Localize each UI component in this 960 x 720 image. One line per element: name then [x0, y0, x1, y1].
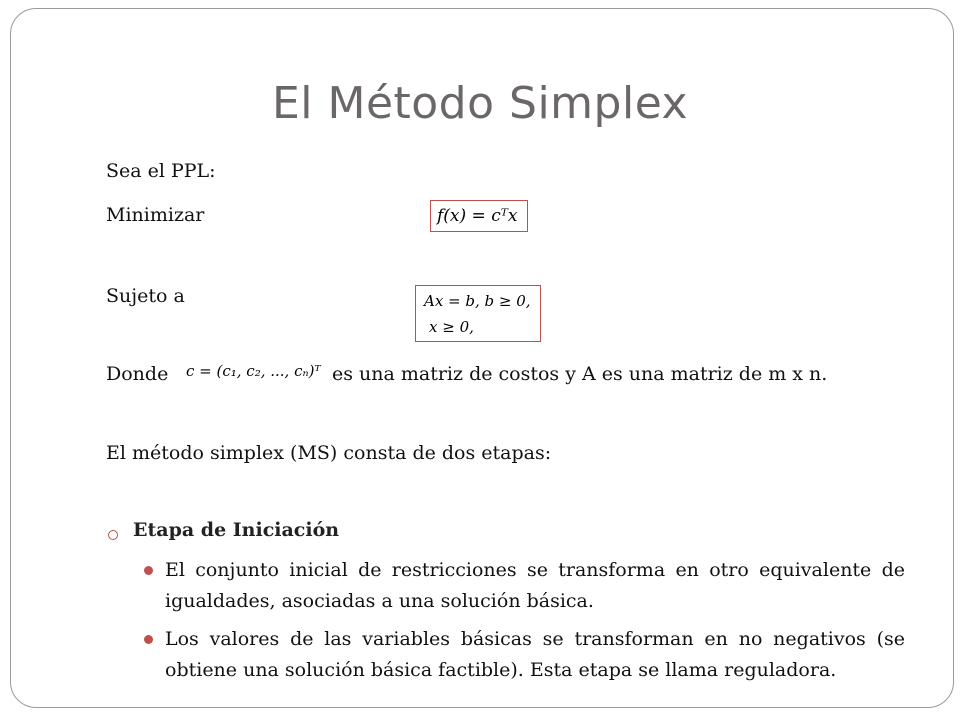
intro-text: Sea el PPL: [106, 160, 216, 182]
stage-heading: Etapa de Iniciación [133, 519, 340, 541]
bullet-dot-icon [144, 635, 153, 644]
objective-formula-box [430, 200, 528, 232]
bullet-item-1: El conjunto inicial de restricciones se transforma en otro equivalente de igualdades, asociadas a una solución básica. [165, 559, 905, 612]
constraints-box [415, 285, 541, 342]
bullet-dot-icon [144, 566, 153, 575]
slide-title: El Método Simplex [271, 78, 689, 129]
where-label: Donde [106, 363, 169, 385]
constraint-line-2: x ≥ 0, [429, 318, 474, 336]
subject-label: Sujeto a [106, 285, 185, 307]
ms-intro-text: El método simplex (MS) consta de dos etapas: [106, 442, 552, 464]
constraint-line-1: Ax = b, b ≥ 0, [424, 292, 531, 310]
objective-formula: f(x) = cᵀx [437, 206, 518, 226]
cost-vector-formula: c = (c₁, c₂, ..., cₙ)ᵀ [186, 362, 321, 380]
circle-bullet-icon [108, 530, 118, 540]
where-text: es una matriz de costos y A es una matriz de m x n. [332, 363, 828, 385]
bullet-item-2: Los valores de las variables básicas se transforman en no negativos (se obtiene una solución básica factible). Esta etapa se llama reguladora. [165, 628, 905, 681]
minimize-label: Minimizar [106, 204, 205, 226]
